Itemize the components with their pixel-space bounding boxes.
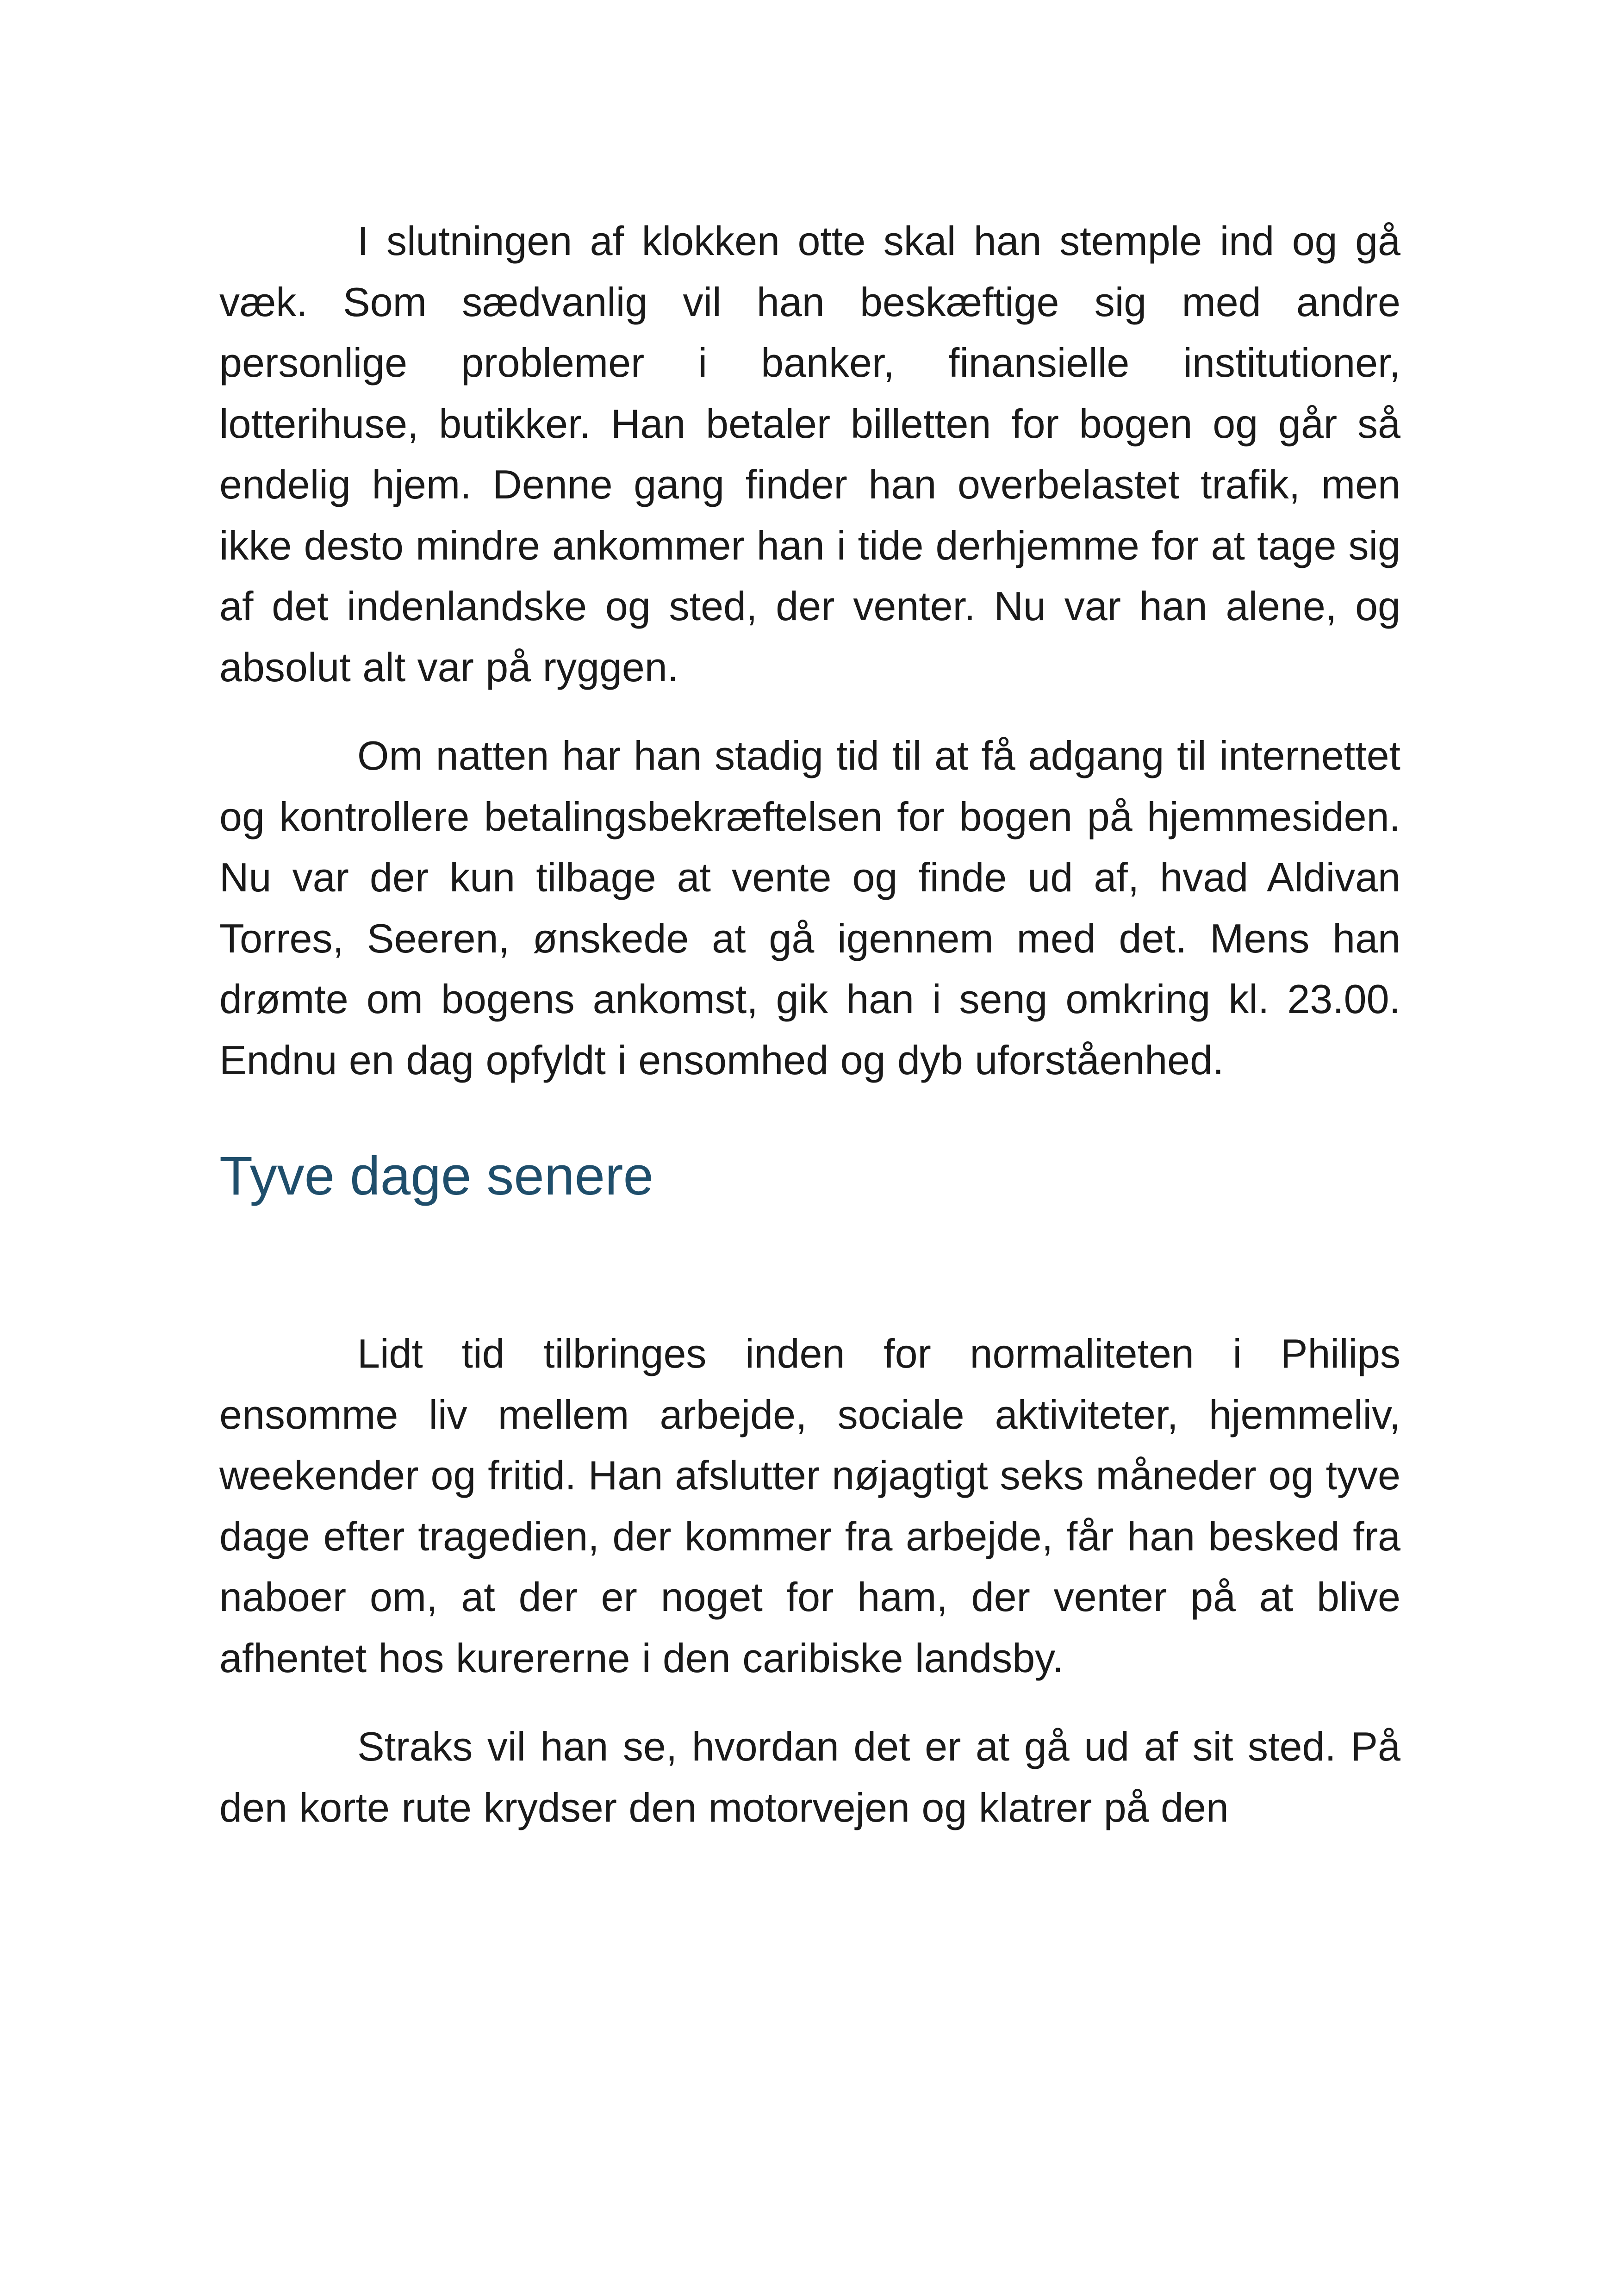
body-paragraph: Lidt tid tilbringes inden for normaliteten i Philips ensomme liv mellem arbejde, sociale aktiviteter, hjemmeliv, weekender og fritid. Han afslutter nøjagtigt seks måneder og tyve dage efter tragedien, der kommer fra arbejde, får han besked fra naboer om, at der er noget for ham, der venter på at blive afhentet hos kurererne i den caribiske landsby. <box>219 1331 1400 1681</box>
page-content <box>219 211 1400 1838</box>
body-paragraph: Om natten har han stadig tid til at få adgang til internettet og kontrollere betalingsbekræftelsen for bogen på hjemmesiden. Nu var der kun tilbage at vente og finde ud af, hvad Aldivan Torres, Seeren, ønskede at gå igennem med det. Mens han drømte om bogens ankomst, gik han i seng omkring kl. 23.00. Endnu en dag opfyldt i ensomhed og dyb uforståenhed. <box>219 733 1400 1083</box>
section-heading: Tyve dage senere <box>219 1145 654 1207</box>
body-paragraph: I slutningen af klokken otte skal han stemple ind og gå væk. Som sædvanlig vil han beskæftige sig med andre personlige problemer i banker, finansielle institutioner, lotterihuse, butikker. Han betaler billetten for bogen og går så endelig hjem. Denne gang finder han overbelastet trafik, men ikke desto mindre ankommer han i tide derhjemme for at tage sig af det indenlandske og sted, der venter. Nu var han alene, og absolut alt var på ryggen. <box>219 218 1400 690</box>
body-paragraph: Straks vil han se, hvordan det er at gå ud af sit sted. På den korte rute krydser den motorvejen og klatrer på den <box>219 1724 1400 1830</box>
